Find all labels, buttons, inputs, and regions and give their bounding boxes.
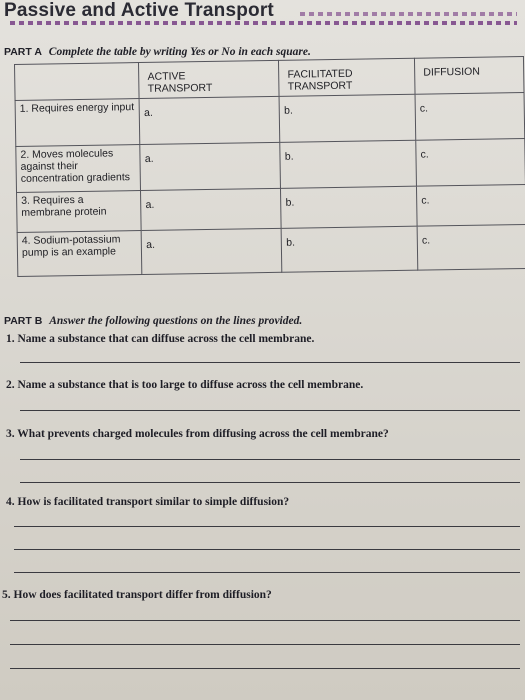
answer-line[interactable]	[20, 482, 520, 483]
answer-cell[interactable]: b.	[280, 140, 416, 188]
answer-cell[interactable]: a.	[139, 96, 280, 144]
part-a-label: PART A	[4, 46, 42, 58]
row-label: 2. Moves molecules against their concentration gradients	[16, 145, 141, 193]
answer-cell[interactable]: a.	[141, 188, 282, 230]
question-4: 4. How is facilitated transport similar to simple diffusion?	[6, 496, 290, 508]
answer-cell[interactable]: c.	[416, 138, 525, 186]
row-label: 3. Requires a membrane protein	[17, 191, 142, 233]
answer-line[interactable]	[14, 526, 520, 527]
question-5: 5. How does facilitated transport differ from diffusion?	[2, 589, 272, 601]
answer-cell[interactable]: a.	[141, 228, 282, 274]
table-header-blank	[15, 63, 140, 101]
table-row	[17, 224, 525, 276]
decorative-dash-row	[10, 21, 517, 25]
table-header-active: ACTIVE TRANSPORT	[139, 60, 280, 98]
answer-cell[interactable]: a.	[140, 142, 281, 190]
question-3: 3. What prevents charged molecules from diffusing across the cell membrane?	[6, 428, 389, 440]
part-b-label: PART B	[4, 315, 43, 327]
part-b-instruction: Answer the following questions on the lines provided.	[49, 315, 303, 327]
row-label: 4. Sodium-potassium pump is an example	[17, 231, 142, 277]
question-1: 1. Name a substance that can diffuse across the cell membrane.	[6, 333, 315, 345]
table-row	[15, 92, 525, 146]
row-label: 1. Requires energy input	[15, 99, 140, 147]
answer-line[interactable]	[20, 410, 520, 411]
table-row	[16, 138, 525, 192]
answer-cell[interactable]: b.	[281, 186, 417, 228]
answer-cell[interactable]: b.	[281, 226, 417, 272]
table-header-diffusion: DIFFUSION	[415, 56, 524, 94]
answer-line[interactable]	[14, 549, 520, 550]
answer-line[interactable]	[20, 362, 520, 363]
answer-line[interactable]	[10, 644, 520, 645]
answer-cell[interactable]: b.	[279, 94, 415, 142]
answer-cell[interactable]: c.	[417, 184, 525, 226]
answer-line[interactable]	[10, 620, 520, 621]
part-a-instruction: Complete the table by writing Yes or No in each square.	[48, 46, 311, 58]
question-2: 2. Name a substance that is too large to diffuse across the cell membrane.	[6, 379, 364, 391]
answer-line[interactable]	[14, 572, 520, 573]
answer-cell[interactable]: c.	[415, 92, 525, 140]
part-b-heading	[4, 315, 302, 327]
answer-cell[interactable]: c.	[417, 224, 525, 270]
page-title: Passive and Active Transport	[4, 0, 274, 21]
part-a-heading	[4, 46, 311, 58]
answer-line[interactable]	[20, 459, 520, 460]
decorative-dash-row	[300, 12, 517, 16]
table-header-facilitated: FACILITATED TRANSPORT	[279, 58, 415, 96]
transport-table	[14, 56, 525, 277]
answer-line[interactable]	[10, 668, 520, 669]
